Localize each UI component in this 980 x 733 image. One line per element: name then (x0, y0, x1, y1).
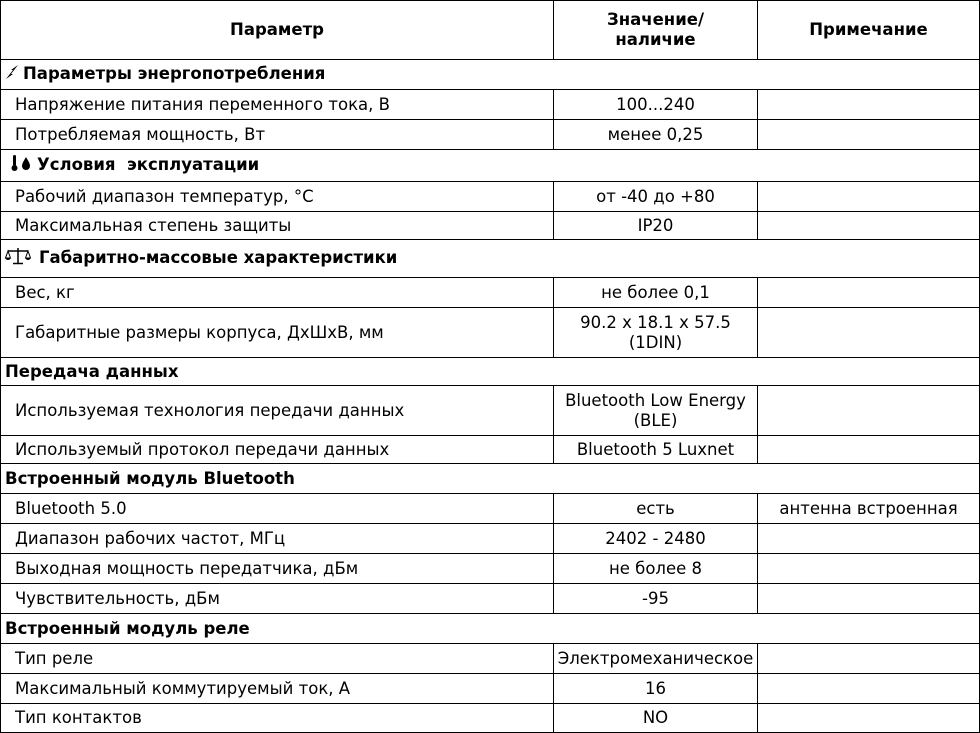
section-row-conditions (1, 150, 980, 182)
thermometer-drop-icon (11, 154, 33, 177)
table-row (1, 494, 980, 524)
value-cell: Bluetooth 5 Luxnet (554, 436, 758, 464)
value-line1: 90.2 x 18.1 x 57.5 (580, 312, 731, 332)
param-cell: Напряжение питания переменного тока, В (1, 90, 554, 120)
note-cell (758, 554, 980, 584)
header-note: Примечание (758, 1, 980, 60)
param-cell: Используемая технология передачи данных (1, 386, 554, 436)
section-title-cell: Встроенный модуль реле (1, 614, 980, 644)
table-row (1, 386, 980, 436)
param-cell: Выходная мощность передатчика, дБм (1, 554, 554, 584)
param-cell: Тип контактов (1, 704, 554, 733)
section-title-cell (1, 240, 980, 278)
section-title-cell: Передача данных (1, 358, 980, 386)
table-row (1, 308, 980, 358)
section-title-cell (1, 60, 980, 90)
table-row (1, 674, 980, 704)
note-cell (758, 386, 980, 436)
table-row (1, 182, 980, 212)
note-cell (758, 182, 980, 212)
value-cell: менее 0,25 (554, 120, 758, 150)
note-cell (758, 584, 980, 614)
value-line2: (BLE) (633, 410, 678, 430)
header-value (554, 1, 758, 60)
param-cell: Габаритные размеры корпуса, ДхШхВ, мм (1, 308, 554, 358)
header-value-line1: Значение/ (607, 10, 704, 29)
value-cell: не более 8 (554, 554, 758, 584)
param-cell: Используемый протокол передачи данных (1, 436, 554, 464)
param-cell: Чувствительность, дБм (1, 584, 554, 614)
table-row (1, 644, 980, 674)
section-row-data (1, 358, 980, 386)
value-cell (554, 386, 758, 436)
section-row-relay (1, 614, 980, 644)
note-cell (758, 120, 980, 150)
note-cell (758, 674, 980, 704)
table-row (1, 524, 980, 554)
lightning-icon (5, 64, 19, 85)
value-cell (554, 308, 758, 358)
param-cell: Максимальный коммутируемый ток, А (1, 674, 554, 704)
section-title-cell: Встроенный модуль Bluetooth (1, 464, 980, 494)
note-cell (758, 704, 980, 733)
note-cell (758, 212, 980, 240)
value-line2: (1DIN) (628, 332, 683, 352)
note-cell (758, 644, 980, 674)
header-value-line2: наличие (615, 30, 696, 49)
table-row (1, 436, 980, 464)
param-cell: Bluetooth 5.0 (1, 494, 554, 524)
table-row (1, 704, 980, 733)
note-cell (758, 278, 980, 308)
table-row (1, 584, 980, 614)
value-cell: 16 (554, 674, 758, 704)
param-cell: Максимальная степень защиты (1, 212, 554, 240)
note-cell (758, 436, 980, 464)
value-cell: IP20 (554, 212, 758, 240)
note-cell (758, 308, 980, 358)
header-row (1, 1, 980, 60)
value-line1: Bluetooth Low Energy (565, 390, 746, 410)
note-cell (758, 524, 980, 554)
section-row-bluetooth (1, 464, 980, 494)
section-row-energy (1, 60, 980, 90)
section-title-cell (1, 150, 980, 182)
table-row (1, 212, 980, 240)
table-row (1, 120, 980, 150)
param-cell: Тип реле (1, 644, 554, 674)
param-cell: Диапазон рабочих частот, МГц (1, 524, 554, 554)
section-title: Параметры энергопотребления (23, 64, 326, 83)
param-cell: Рабочий диапазон температур, °С (1, 182, 554, 212)
param-cell: Потребляемая мощность, Вт (1, 120, 554, 150)
value-cell: от -40 до +80 (554, 182, 758, 212)
value-cell: есть (554, 494, 758, 524)
value-cell: 2402 - 2480 (554, 524, 758, 554)
param-cell: Вес, кг (1, 278, 554, 308)
value-cell: 100...240 (554, 90, 758, 120)
value-cell: не более 0,1 (554, 278, 758, 308)
value-cell: NO (554, 704, 758, 733)
table-row (1, 278, 980, 308)
section-title: Условия эксплуатации (37, 155, 260, 174)
note-cell (758, 90, 980, 120)
section-row-dimensions (1, 240, 980, 278)
value-cell: Электромеханическое (554, 644, 758, 674)
header-parameter: Параметр (1, 1, 554, 60)
section-title: Габаритно-массовые характеристики (39, 248, 398, 267)
value-cell: -95 (554, 584, 758, 614)
table-row (1, 90, 980, 120)
note-cell: антенна встроенная (758, 494, 980, 524)
table-row (1, 554, 980, 584)
scales-icon (5, 247, 31, 270)
